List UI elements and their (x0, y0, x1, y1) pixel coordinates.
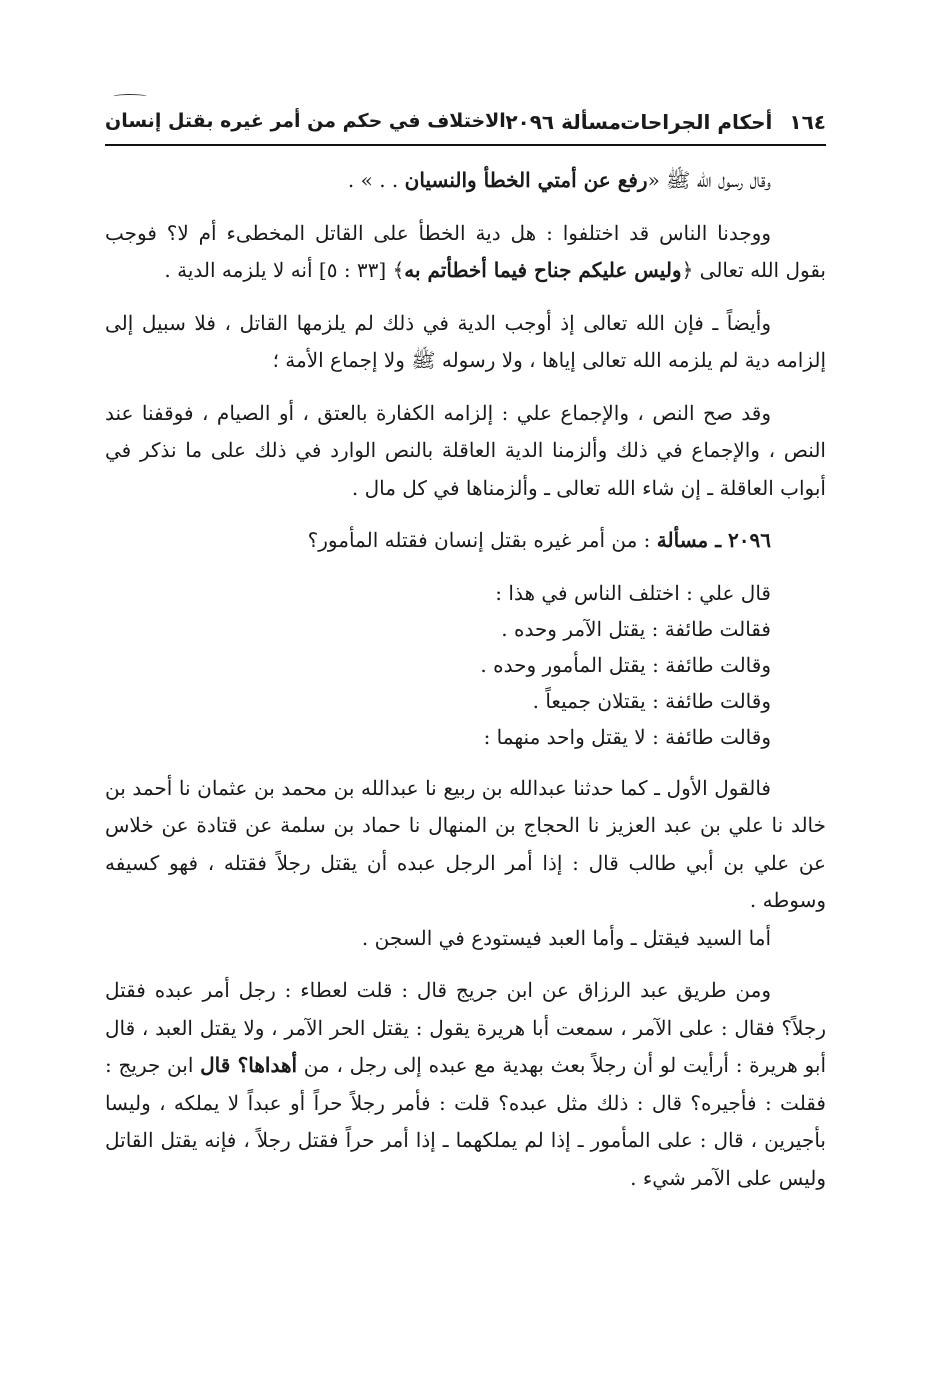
hadith-intro: وقال رسول الله ﷺ « (647, 168, 771, 192)
paragraph-abdulrazzaq (105, 972, 826, 1197)
quran-intro: ووجدنا الناس قد اختلفوا : هل دية الخطأ على القاتل المخطىء أم لا؟ فوجب بقول الله تعالى ﴿ (105, 220, 826, 282)
paragraph-consensus: وقد صح النص ، والإجماع علي : إلزامه الكفارة بالعتق ، أو الصيام ، فوقفنا عند النص ، والإجماع في ذلك وألزمنا الدية العاقلة بالنص الوارد في ذلك على ما نذكر في أبواب العاقلة ـ إن شاء الله تعالى ـ وألزمناها في كل مال . (105, 400, 826, 500)
hadith-end: . . » . (347, 168, 405, 192)
paragraph-also: وأيضاً ـ فإن الله تعالى إذ أوجب الدية في ذلك لم يلزمها القاتل ، فلا سبيل إلى إلزامه دية لم يلزمه الله تعالى إياها ، ولا رسوله ﷺ ولا إجماع الأمة ؛ (105, 310, 826, 372)
page-number: ١٦٤ (789, 110, 826, 134)
list-item: وقالت طائفة : يقتل المأمور وحده . (480, 652, 771, 677)
hadith-text: رفع عن أمتي الخطأ والنسيان (404, 168, 648, 192)
list-item: وقالت طائفة : لا يقتل واحد منهما : (483, 724, 771, 749)
page-header (105, 100, 826, 146)
section-title: الاختلاف في حكم من أمر غيره بقتل إنسان (105, 110, 506, 132)
paragraph-master-slave: أما السيد فيقتل ـ وأما العبد فيستودع في السجن . (361, 925, 771, 950)
issue-question: : من أمر غيره بقتل إنسان فقتله المأمور؟ (307, 528, 657, 552)
quran-end: ﴾ [٣٣ : ٥] أنه لا يلزمه الدية . (164, 258, 405, 282)
paragraph-hadith (105, 162, 826, 200)
decorative-mark (113, 94, 147, 99)
list-item: وقالت طائفة : يقتلان جميعاً . (532, 688, 771, 713)
header-right (620, 110, 826, 134)
narration-bold: أهداها؟ قال (200, 1053, 298, 1077)
quran-verse: وليس عليكم جناح فيما أخطأتم به (404, 258, 682, 282)
paragraph-quran (105, 215, 826, 290)
issue-heading (105, 522, 826, 560)
issue-label: ٢٠٩٦ ـ مسألة (656, 528, 771, 552)
book-title: أحكام الجراحات (620, 110, 773, 134)
narration-part-1: ومن طريق عبد الرزاق عن ابن جريج قال : قلت لعطاء : رجل أمر عبده فقتل رجلاً؟ فقال : على الآمر ، سمعت أبا هريرة يقول : يقتل الحر الآمر ، ولا يقتل العبد ، قال أبو هريرة : أرأيت لو أن رجلاً بعث بهدية مع عبده إلى رجل ، من (105, 978, 826, 1077)
list-item: فقالت طائفة : يقتل الآمر وحده . (501, 616, 771, 641)
page-body (105, 162, 826, 1212)
paragraph-first-opinion: فالقول الأول ـ كما حدثنا عبدالله بن ربيع نا عبدالله بن محمد بن عثمان نا أحمد بن خالد نا علي بن عبد العزيز نا الحجاج بن المنهال نا حماد بن سلمة عن قتادة عن خلاس عن علي بن أبي طالب قال : إذا أمر الرجل عبده أن يقتل رجلاً فقتله ، فهو كسيفه وسوطه . (105, 775, 826, 912)
list-item: قال علي : اختلف الناس في هذا : (495, 580, 771, 605)
issue-number: مسألة ٢٠٩٦ (505, 110, 621, 134)
opinions-list (105, 575, 826, 755)
narration-part-2: ابن جريج : فقلت : فأجيره؟ قال : ذلك مثل عبده؟ قلت : فأمر رجلاً حراً أو عبداً لا يملكه ، وليسا بأجيرين ، قال : على المأمور ـ إذا لم يملكهما ـ إذا أمر حراً فقتل رجلاً ، فإنه يقتل القاتل وليس على الآمر شيء . (105, 1053, 826, 1190)
